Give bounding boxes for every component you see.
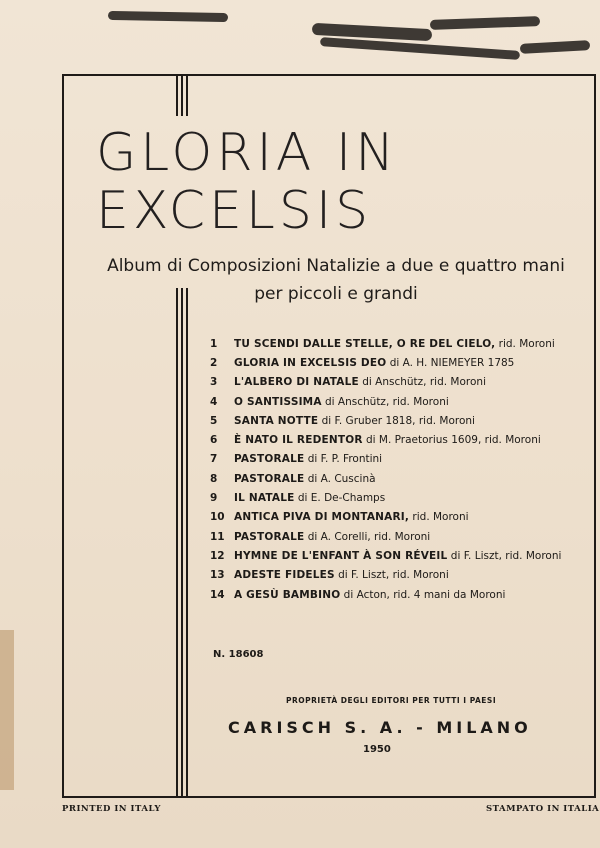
item-credit: di Anschütz, rid. Moroni — [321, 395, 449, 408]
item-title: A GESÙ BAMBINO — [234, 588, 341, 601]
item-credit: di E. De-Champs — [294, 492, 386, 505]
frame-rule — [181, 74, 183, 116]
publisher-name: CARISCH S. A. - MILANO — [228, 718, 532, 737]
publication-year: 1950 — [363, 744, 391, 755]
item-title: HYMNE DE L'ENFANT À SON RÉVEIL — [234, 549, 448, 562]
catalog-number: N. 18608 — [213, 649, 264, 660]
item-title: IL NATALE — [234, 492, 295, 505]
item-title: TU SCENDI DALLE STELLE, O RE DEL CIELO, — [234, 337, 496, 350]
item-credit: rid. Moroni — [409, 511, 469, 524]
contents-item — [210, 508, 570, 527]
item-number: 9 — [210, 492, 218, 505]
item-credit: di F. Liszt, rid. Moroni — [447, 549, 562, 562]
footer-right: STAMPATO IN ITALIA — [486, 804, 600, 814]
contents-item — [210, 488, 570, 507]
item-number: 11 — [210, 530, 225, 543]
item-number: 7 — [210, 453, 218, 466]
item-credit: di M. Praetorius 1609, rid. Moroni — [362, 434, 541, 447]
item-text — [234, 376, 486, 388]
item-text — [234, 415, 475, 427]
item-credit: di A. Cuscinà — [304, 472, 376, 485]
contents-item — [210, 585, 570, 604]
item-text — [234, 550, 561, 562]
item-credit: di A. H. NIEMEYER 1785 — [386, 356, 515, 369]
item-text — [234, 492, 385, 504]
item-title: PASTORALE — [234, 530, 305, 543]
title-line-2: EXCELSIS — [96, 181, 373, 241]
item-number: 12 — [210, 549, 225, 562]
contents-item — [210, 430, 570, 449]
contents-item — [210, 373, 570, 392]
item-title: GLORIA IN EXCELSIS DEO — [234, 356, 387, 369]
contents-item — [210, 527, 570, 546]
frame-rule — [181, 288, 183, 796]
item-text — [234, 357, 514, 369]
contents-item — [210, 411, 570, 430]
ink-scribble — [520, 40, 590, 54]
item-title: ANTICA PIVA DI MONTANARI, — [234, 511, 410, 524]
contents-item — [210, 450, 570, 469]
item-number: 5 — [210, 414, 218, 427]
cover-title — [96, 124, 556, 240]
item-number: 6 — [210, 434, 218, 447]
contents-list — [210, 334, 570, 604]
contents-item — [210, 334, 570, 353]
item-title: È NATO IL REDENTOR — [234, 434, 363, 447]
item-text — [234, 453, 382, 465]
item-credit: di Anschütz, rid. Moroni — [358, 376, 486, 389]
frame-rule — [176, 288, 178, 796]
item-number: 13 — [210, 569, 225, 582]
contents-item — [210, 566, 570, 585]
item-credit: di F. Gruber 1818, rid. Moroni — [318, 414, 475, 427]
item-credit: di F. P. Frontini — [304, 453, 383, 466]
item-title: PASTORALE — [234, 453, 305, 466]
contents-item — [210, 469, 570, 488]
item-credit: rid. Moroni — [495, 337, 555, 350]
item-text — [234, 531, 430, 543]
item-credit: di A. Corelli, rid. Moroni — [304, 530, 431, 543]
subtitle-line-2: per piccoli e grandi — [254, 284, 418, 304]
item-number: 10 — [210, 511, 225, 524]
item-number: 2 — [210, 356, 218, 369]
ink-scribble — [108, 11, 228, 22]
item-credit: di F. Liszt, rid. Moroni — [334, 569, 449, 582]
frame-rule — [186, 74, 188, 116]
contents-item — [210, 392, 570, 411]
tape-strip — [0, 630, 14, 790]
item-number: 1 — [210, 337, 218, 350]
item-number: 4 — [210, 395, 218, 408]
item-title: L'ALBERO DI NATALE — [234, 376, 359, 389]
title-line-1: GLORIA IN — [96, 123, 399, 183]
item-text — [234, 396, 449, 408]
frame-rule — [186, 288, 188, 796]
frame-rule — [176, 74, 178, 116]
contents-item — [210, 353, 570, 372]
item-title: PASTORALE — [234, 472, 305, 485]
subtitle-line-1: Album di Composizioni Natalizie a due e quattro mani — [107, 256, 565, 276]
item-title: SANTA NOTTE — [234, 414, 319, 427]
ink-scribble — [430, 16, 540, 30]
item-title: ADESTE FIDELES — [234, 569, 335, 582]
contents-item — [210, 546, 570, 565]
item-text — [234, 473, 376, 485]
item-credit: di Acton, rid. 4 mani da Moroni — [340, 588, 506, 601]
item-number: 3 — [210, 376, 218, 389]
item-text — [234, 338, 555, 350]
rights-notice: PROPRIETÀ DEGLI EDITORI PER TUTTI I PAESI — [286, 696, 497, 705]
item-text — [234, 589, 505, 601]
item-text — [234, 569, 449, 581]
item-number: 8 — [210, 472, 218, 485]
item-title: O SANTISSIMA — [234, 395, 322, 408]
item-number: 14 — [210, 588, 225, 601]
item-text — [234, 511, 469, 523]
item-text — [234, 434, 541, 446]
footer-left: PRINTED IN ITALY — [62, 804, 161, 814]
